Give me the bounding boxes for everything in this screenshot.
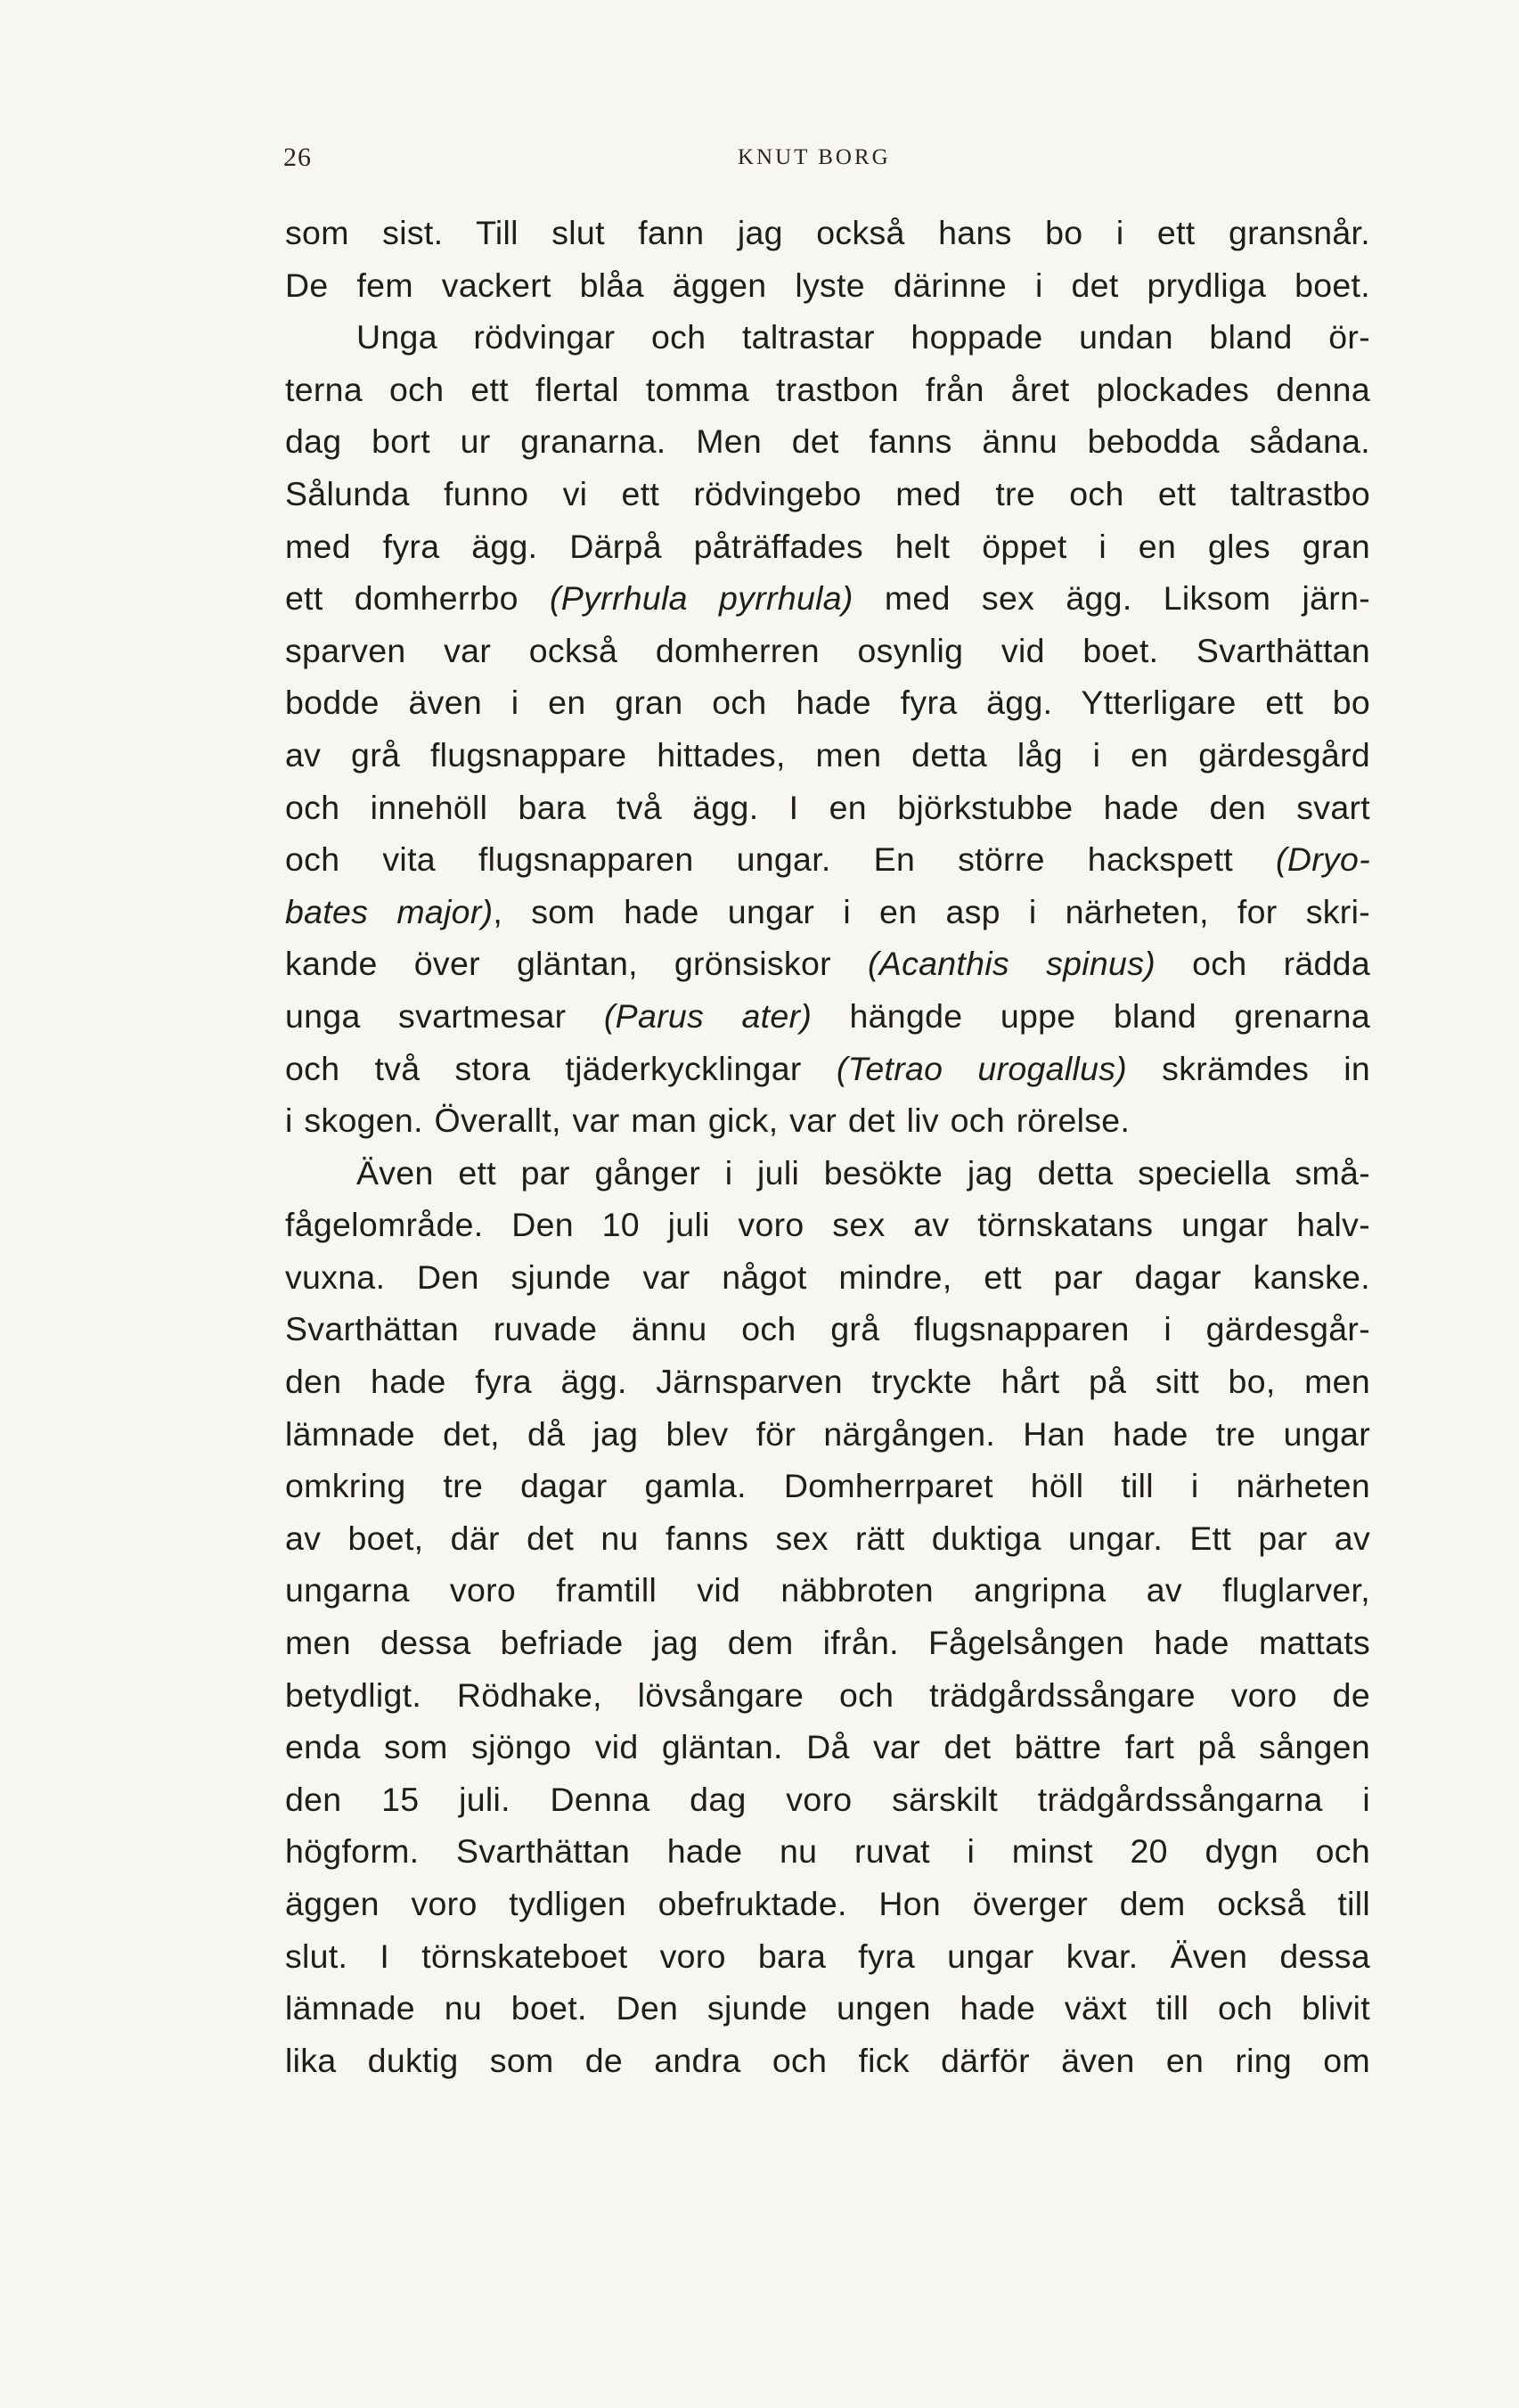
- text-line: lämnade nu boet. Den sjunde ungen hade växt till och blivit: [285, 1989, 1370, 2027]
- text-line: bodde även i en gran och hade fyra ägg. Ytterligare ett bo: [285, 684, 1370, 722]
- text-line: slut. I törnskateboet voro bara fyra ungar kvar. Även dessa: [285, 1937, 1370, 1975]
- text-line: och innehöll bara två ägg. I en björkstubbe hade den svart: [285, 788, 1370, 826]
- text-line: betydligt. Rödhake, lövsångare och trädgårdssångare voro de: [285, 1675, 1370, 1714]
- text-line: Unga rödvingar och taltrastar hoppade undan bland ör-: [356, 318, 1370, 356]
- text-line: Svarthättan ruvade ännu och grå flugsnapparen i gärdesgår-: [285, 1310, 1370, 1348]
- text-line: men dessa befriade jag dem ifrån. Fågelsången hade mattats: [285, 1624, 1370, 1662]
- text-line: av grå flugsnappare hittades, men detta låg i en gärdesgård: [285, 735, 1370, 774]
- text-line: av boet, där det nu fanns sex rätt duktiga ungar. Ett par av: [285, 1519, 1370, 1557]
- text-line: vuxna. Den sjunde var något mindre, ett par dagar kanske.: [285, 1257, 1370, 1296]
- running-head: KNUT BORG: [738, 145, 891, 169]
- text-line: den hade fyra ägg. Järnsparven tryckte hårt på sitt bo, men: [285, 1363, 1370, 1401]
- text-line: bates major), som hade ungar i en asp i närheten, for skri-: [285, 892, 1371, 930]
- text-line: med fyra ägg. Därpå påträffades helt öppet i en gles gran: [285, 527, 1370, 565]
- text-line: kande över gläntan, grönsiskor (Acanthis spinus) och rädda: [285, 945, 1370, 983]
- text-line: unga svartmesar (Parus ater) hängde uppe bland grenarna: [285, 996, 1370, 1035]
- text-line: dag bort ur granarna. Men det fanns ännu bebodda sådana.: [285, 422, 1370, 461]
- text-line: som sist. Till slut fann jag också hans bo i ett gransnår.: [285, 214, 1370, 251]
- text-line: den 15 juli. Denna dag voro särskilt trädgårdssångarna i: [285, 1780, 1370, 1818]
- text-line: i skogen. Överallt, var man gick, var det liv och rörelse.: [285, 1102, 1131, 1140]
- text-line: sparven var också domherren osynlig vid boet. Svarthättan: [285, 631, 1370, 669]
- scientific-name: (Acanthis spinus): [867, 945, 1156, 983]
- text-line: och vita flugsnapparen ungar. En större hackspett (Dryo-: [285, 840, 1370, 879]
- text-line: ett domherrbo (Pyrrhula pyrrhula) med sex ägg. Liksom järn-: [285, 579, 1371, 618]
- text-line: lika duktig som de andra och fick därför även en ring om: [285, 2041, 1370, 2079]
- text-line: och två stora tjäderkycklingar (Tetrao urogallus) skrämdes in: [285, 1049, 1370, 1087]
- scientific-name: (Pyrrhula pyrrhula): [550, 579, 853, 618]
- text-line: Även ett par gånger i juli besökte jag detta speciella små-: [356, 1153, 1370, 1192]
- scientific-name: (Parus ater): [603, 996, 813, 1035]
- text-line: omkring tre dagar gamla. Domherrparet höll till i närheten: [285, 1467, 1370, 1505]
- text-line: ungarna voro framtill vid näbbroten angripna av fluglarver,: [285, 1571, 1370, 1609]
- text-line: enda som sjöngo vid gläntan. Då var det bättre fart på sången: [285, 1728, 1370, 1766]
- scientific-name: (Tetrao urogallus): [836, 1049, 1128, 1087]
- body-text: [285, 207, 1370, 2086]
- scientific-name: (Dryo-: [1276, 840, 1370, 879]
- page-number: 26: [283, 143, 312, 172]
- text-line: De fem vackert blåa äggen lyste därinne i det prydliga boet.: [285, 266, 1370, 304]
- text-line: äggen voro tydligen obefruktade. Hon överger dem också till: [285, 1885, 1370, 1922]
- scientific-name: bates major): [285, 892, 494, 930]
- text-line: lämnade det, då jag blev för närgången. Han hade tre ungar: [285, 1414, 1370, 1453]
- text-line: Sålunda funno vi ett rödvingebo med tre och ett taltrastbo: [285, 474, 1370, 512]
- text-line: fågelområde. Den 10 juli voro sex av törnskatans ungar halv-: [285, 1206, 1370, 1244]
- text-line: terna och ett flertal tomma trastbon från året plockades denna: [285, 370, 1370, 408]
- text-line: högform. Svarthättan hade nu ruvat i minst 20 dygn och: [285, 1832, 1370, 1871]
